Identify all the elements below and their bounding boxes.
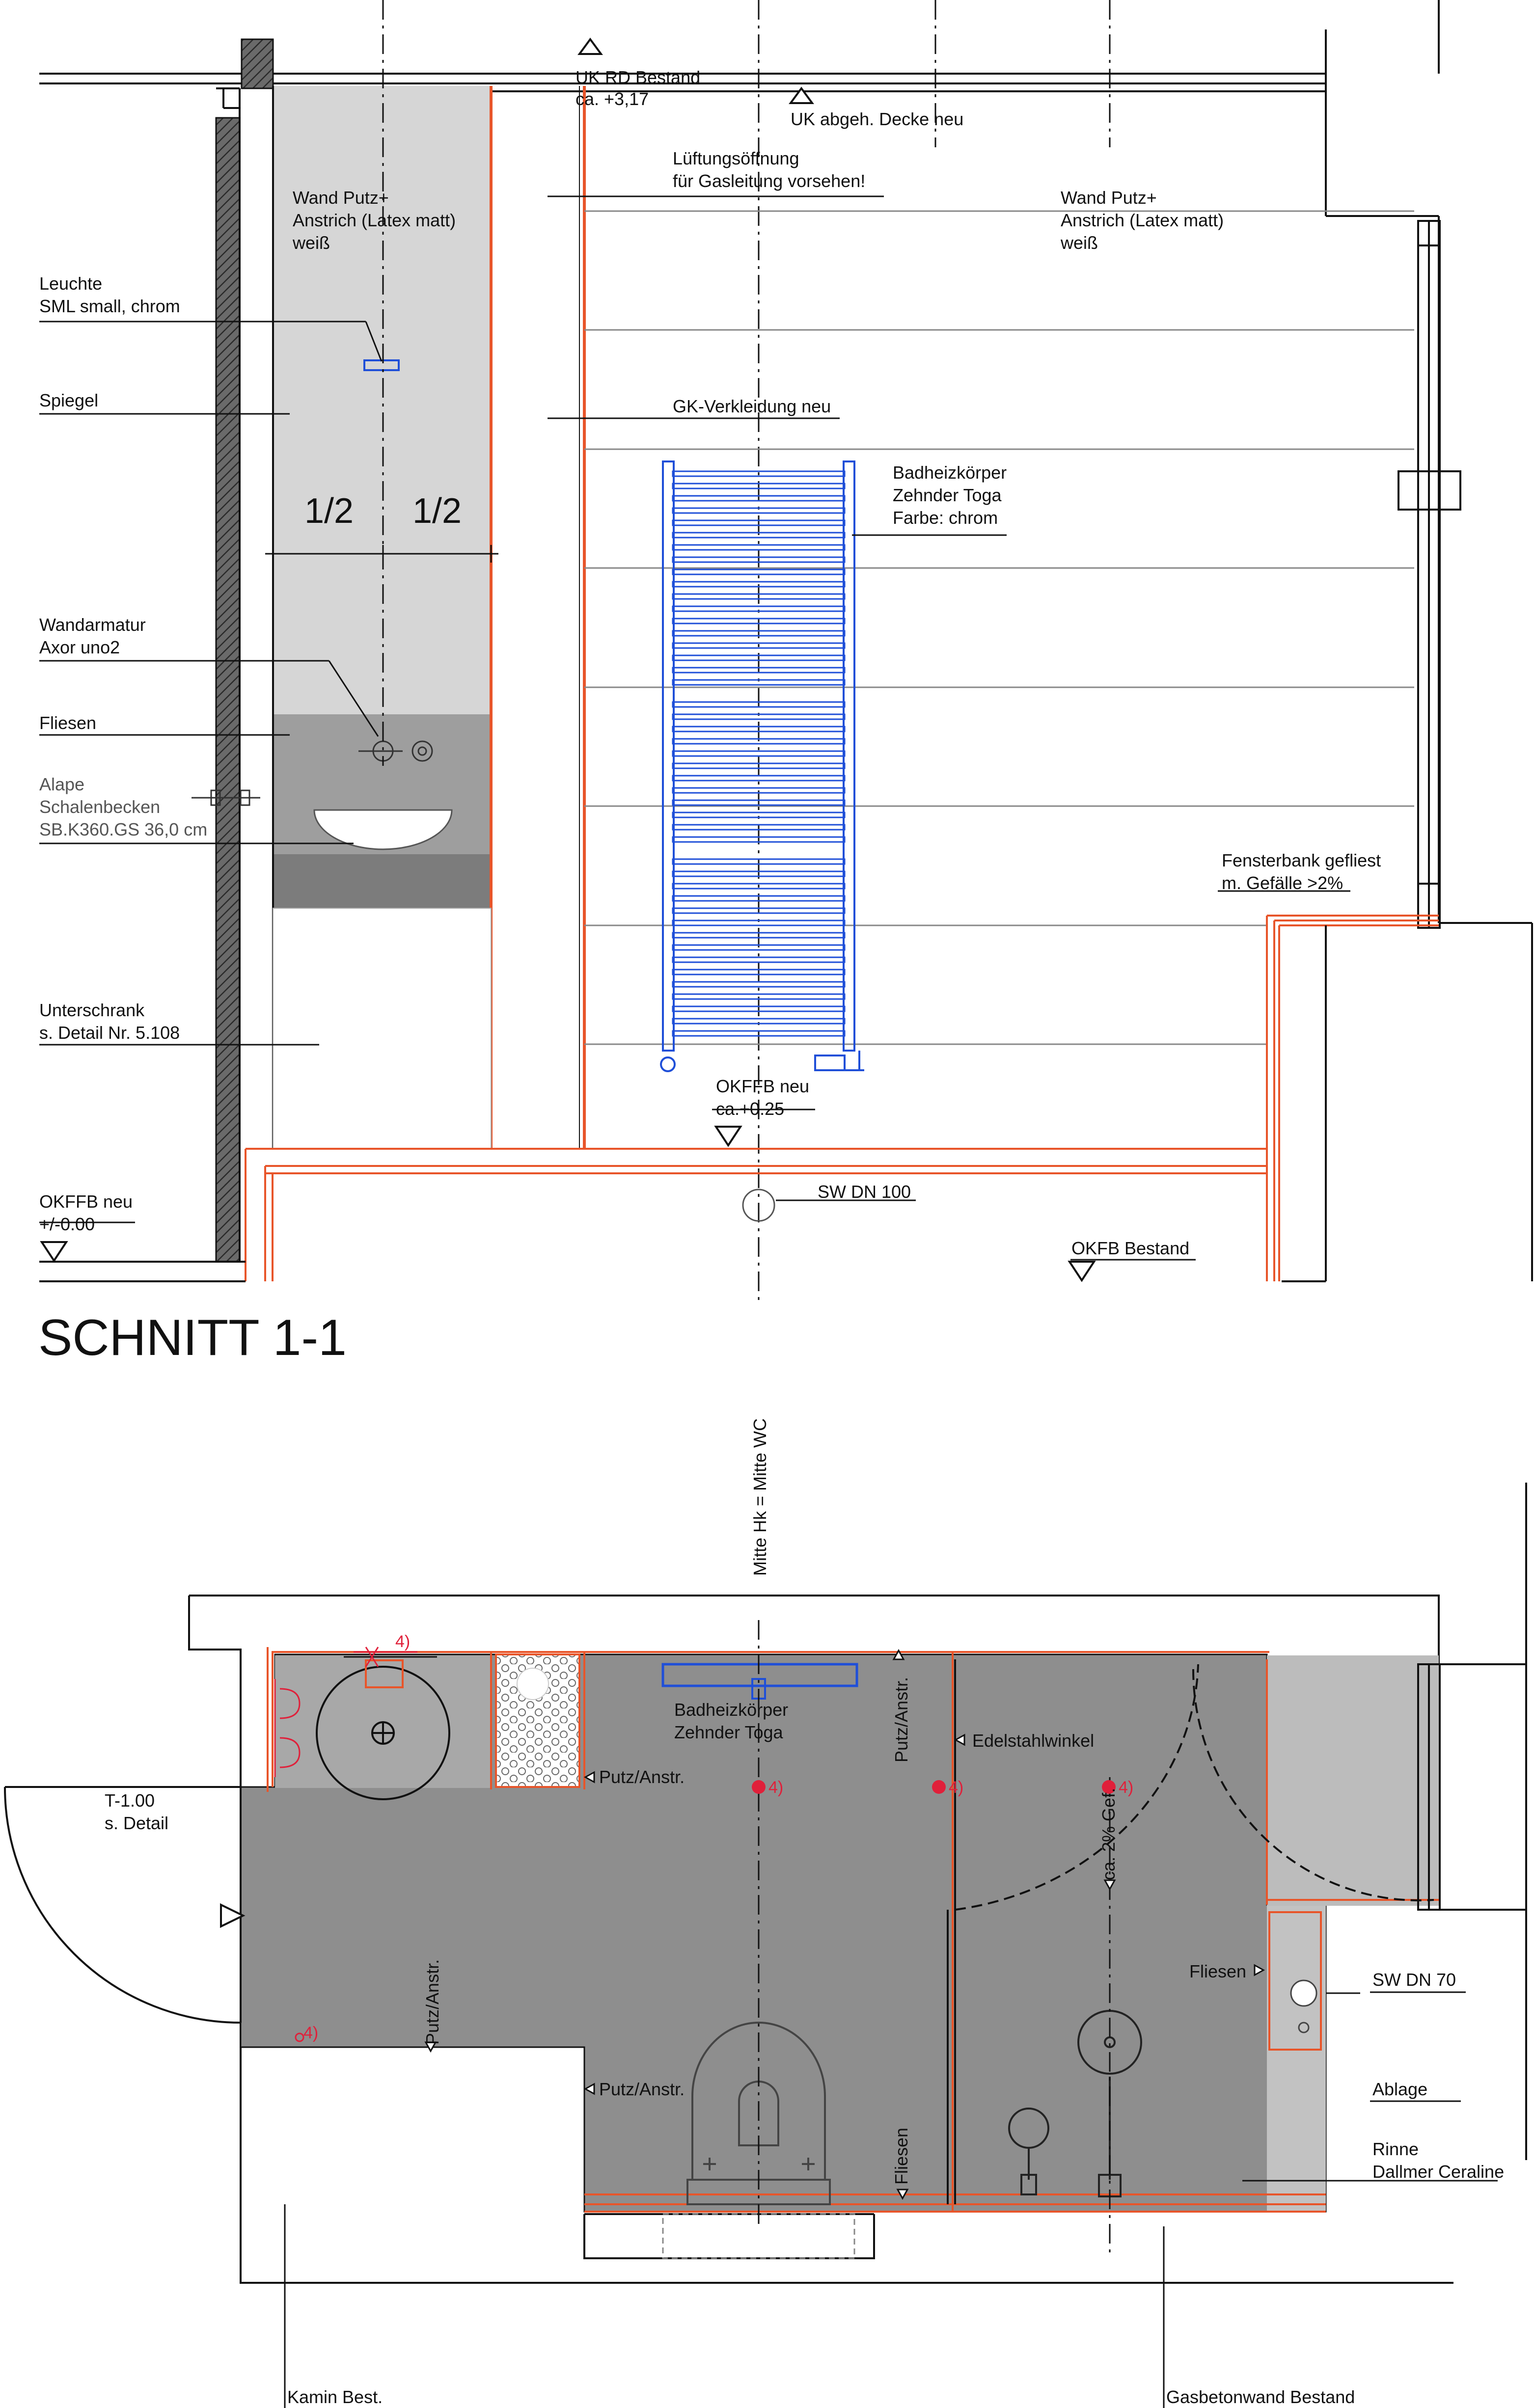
armatur-label: Wandarmatur Axor uno2 — [39, 615, 146, 657]
hk-plan-label: Badheizkörper Zehnder Toga — [674, 1700, 789, 1742]
gasbeton-label: Gasbetonwand Bestand — [1166, 2387, 1355, 2407]
floor-plan — [5, 1483, 1526, 2408]
half-left-label: 1/2 — [304, 491, 354, 531]
fliesen-label-vert: Fliesen — [891, 2127, 911, 2185]
section-title: SCHNITT 1-1 — [38, 1309, 347, 1366]
putz-label-1: Putz/Anstr. — [599, 1767, 685, 1787]
ablage-label: Ablage — [1372, 2079, 1428, 2099]
uk-rd-label: UK RD Bestand ca. +3,17 — [576, 67, 701, 109]
okffb-neu-left-label: OKFFB neu +/-0.00 — [39, 1191, 133, 1234]
edelstahl-label: Edelstahlwinkel — [972, 1731, 1095, 1751]
lueftung-label: Lüftungsöffnung für Gasleitung vorsehen! — [673, 148, 866, 191]
note-label-3: 4) — [1119, 1778, 1134, 1797]
existing-wall-left — [216, 118, 240, 1262]
note-label-1: 4) — [768, 1778, 784, 1797]
gk-label: GK-Verkleidung neu — [673, 396, 831, 416]
wall-tile-lines — [584, 211, 1414, 1044]
note-label-4: 4) — [303, 2024, 319, 2042]
mitte-label: Mitte Hk = Mitte WC — [750, 1418, 770, 1576]
t100-label: T-1.00 s. Detail — [105, 1790, 169, 1833]
sw100-label: SW DN 100 — [818, 1182, 911, 1202]
note-label-2: 4) — [949, 1778, 964, 1797]
window-niche — [1267, 1655, 1439, 1906]
chimney-top — [242, 39, 273, 88]
rinne-label: Rinne Dallmer Ceraline — [1372, 2139, 1505, 2182]
spiegel-label: Spiegel — [39, 390, 99, 410]
towel-radiator-icon — [661, 461, 864, 1071]
wand-right-label: Wand Putz+ Anstrich (Latex matt) weiß — [1061, 188, 1224, 253]
heizkoerper-label: Badheizkörper Zehnder Toga Farbe: chrom — [893, 462, 1007, 528]
putz-label-vert-1: Putz/Anstr. — [422, 1959, 442, 2045]
sw70-label: SW DN 70 — [1372, 1970, 1456, 1990]
level-markers — [42, 39, 1094, 1280]
window-section — [1398, 221, 1460, 928]
becken-label: Alape Schalenbecken SB.K360.GS 36,0 cm — [39, 774, 208, 839]
section-view — [39, 0, 1532, 1301]
fensterbank-label: Fensterbank gefliest m. Gefälle >2% — [1222, 850, 1381, 893]
leuchte-label: Leuchte SML small, chrom — [39, 273, 180, 316]
fliesen-label-plan: Fliesen — [1189, 1961, 1247, 1981]
fliesen-label: Fliesen — [39, 713, 97, 733]
okffb-neu-right-label: OKFFB neu ca.+0.25 — [716, 1076, 810, 1119]
gefaelle-label: ca. 2% Gef. — [1098, 1787, 1119, 1880]
kamin-label: Kamin Best. — [287, 2387, 383, 2407]
okfb-bestand-label: OKFB Bestand — [1071, 1238, 1190, 1258]
tile-base — [273, 854, 491, 908]
half-right-label: 1/2 — [412, 491, 462, 531]
wall-plaster-panel — [273, 86, 491, 719]
note-label-wash: 4) — [395, 1632, 411, 1651]
putz-label-2: Putz/Anstr. — [599, 2079, 685, 2099]
vanity-cabinet — [273, 908, 491, 1149]
shelf-ablage — [1267, 1905, 1326, 2212]
wand-left-label: Wand Putz+ Anstrich (Latex matt) weiß — [293, 188, 456, 253]
unterschrank-label: Unterschrank s. Detail Nr. 5.108 — [39, 1000, 180, 1043]
uk-decke-label: UK abgeh. Decke neu — [791, 109, 964, 129]
putz-label-vert-2: Putz/Anstr. — [891, 1677, 911, 1762]
